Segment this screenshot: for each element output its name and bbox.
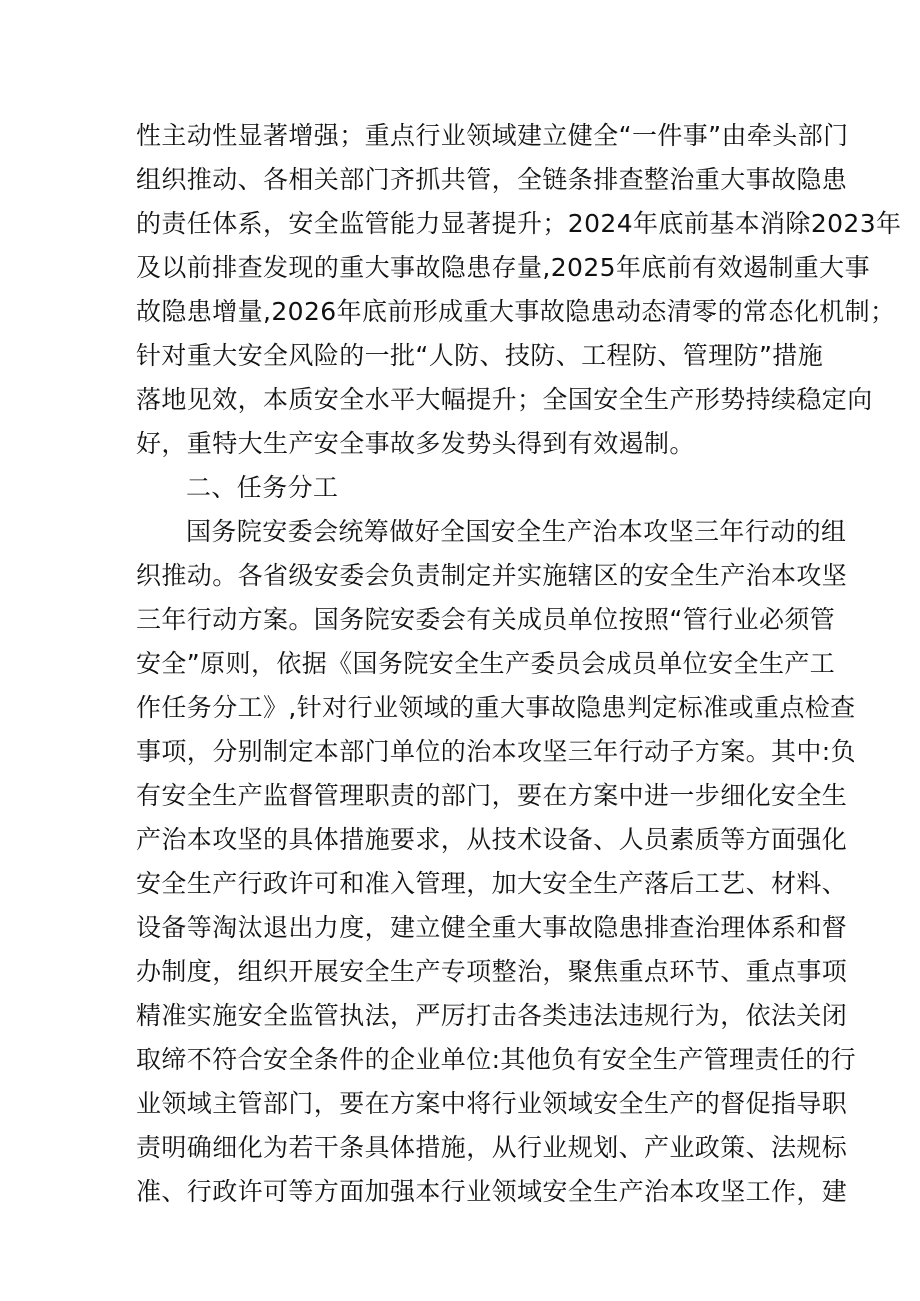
- text-line: 好，重特大生产安全事故多发势头得到有效遏制。: [136, 429, 695, 458]
- text-line: 安全生产行政许可和准入管理，加大安全生产落后工艺、材料、: [136, 869, 848, 898]
- paragraph-first-line: 国务院安委会统筹做好全国安全生产治本攻坚三年行动的组: [186, 517, 847, 546]
- text-line: 准、行政许可等方面加强本行业领域安全生产治本攻坚工作，建: [136, 1177, 848, 1206]
- text-line: 有安全生产监督管理职责的部门，要在方案中进一步细化安全生: [136, 781, 848, 810]
- text-line: 安全”原则，依据《国务院安全生产委员会成员单位安全生产工: [136, 649, 836, 678]
- text-line: 织推动。各省级安委会负责制定并实施辖区的安全生产治本攻坚: [136, 561, 848, 590]
- section-heading: 二、任务分工: [186, 473, 339, 502]
- text-line: 故隐患增量,2026年底前形成重大事故隐患动态清零的常态化机制；: [136, 297, 896, 326]
- text-line: 组织推动、各相关部门齐抓共管，全链条排查整治重大事故隐患: [136, 165, 848, 194]
- text-line: 责明确细化为若干条具体措施，从行业规划、产业政策、法规标: [136, 1133, 848, 1162]
- text-line: 落地见效，本质安全水平大幅提升；全国安全生产形势持续稳定向: [136, 385, 873, 414]
- text-line: 办制度，组织开展安全生产专项整治，聚焦重点环节、重点事项: [136, 957, 848, 986]
- text-line: 针对重大安全风险的一批“人防、技防、工程防、管理防”措施: [136, 341, 824, 370]
- text-line: 设备等淘汰退出力度，建立健全重大事故隐患排查治理体系和督: [136, 913, 848, 942]
- text-line: 的责任体系，安全监管能力显著提升；2024年底前基本消除2023年: [136, 209, 902, 238]
- text-line: 性主动性显著增强；重点行业领域建立健全“一件事”由牵头部门: [136, 121, 849, 150]
- text-line: 业领域主管部门，要在方案中将行业领域安全生产的督促指导职: [136, 1089, 848, 1118]
- text-line: 事项，分别制定本部门单位的治本攻坚三年行动子方案。其中:负: [136, 737, 857, 766]
- text-line: 取缔不符合安全条件的企业单位:其他负有安全生产管理责任的行: [136, 1045, 857, 1074]
- text-line: 三年行动方案。国务院安委会有关成员单位按照“管行业必须管: [136, 605, 836, 634]
- text-line: 精准实施安全监管执法，严厉打击各类违法违规行为，依法关闭: [136, 1001, 848, 1030]
- text-line: 产治本攻坚的具体措施要求，从技术设备、人员素质等方面强化: [136, 825, 848, 854]
- text-line: 及以前排查发现的重大事故隐患存量,2025年底前有效遏制重大事: [136, 253, 870, 282]
- text-line: 作任务分工》,针对行业领域的重大事故隐患判定标准或重点检查: [136, 693, 856, 722]
